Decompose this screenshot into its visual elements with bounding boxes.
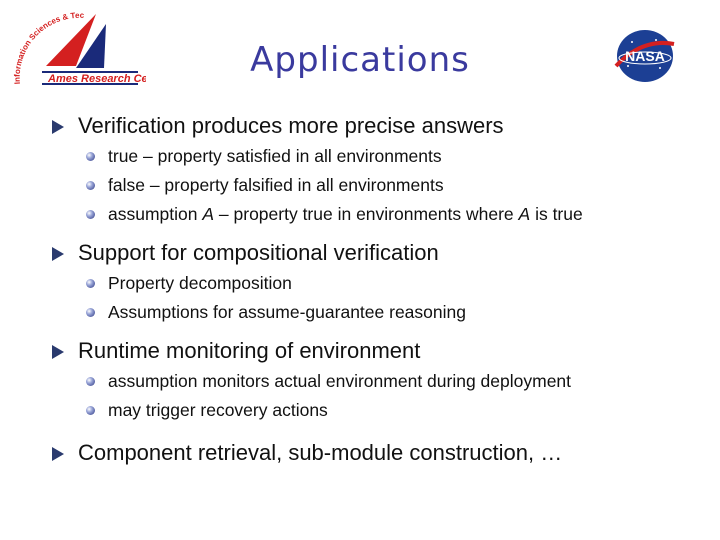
slide-title: Applications: [250, 40, 470, 80]
triangle-bullet-icon: [52, 345, 64, 359]
sub-bullet: [86, 200, 698, 229]
bullet-level1: [48, 239, 698, 267]
italic-var: A: [518, 204, 531, 224]
bullet-group: [48, 337, 698, 425]
sub-bullet-text: – property true in environments where: [214, 204, 519, 224]
nasa-logo: [612, 28, 678, 89]
sub-bullet-text: is true: [530, 204, 583, 224]
bullet-list: [48, 112, 698, 467]
bullet-level1: [48, 439, 698, 467]
triangle-bullet-icon: [52, 447, 64, 461]
dot-bullet-icon: [86, 152, 95, 161]
sub-bullet: [86, 367, 698, 396]
bullet-level1: [48, 112, 698, 140]
sub-bullet: [86, 142, 698, 171]
sub-bullet-text: false – property falsified in all environments: [108, 175, 444, 195]
sub-bullet: [86, 396, 698, 425]
dot-bullet-icon: [86, 279, 95, 288]
bullet-text: Component retrieval, sub-module construction, …: [78, 440, 563, 465]
sub-bullet-list: [86, 269, 698, 327]
dot-bullet-icon: [86, 181, 95, 190]
sub-bullet-text: Property decomposition: [108, 273, 292, 293]
bullet-group: [48, 112, 698, 229]
bullet-text: Verification produces more precise answers: [78, 113, 504, 138]
triangle-bullet-icon: [52, 120, 64, 134]
sub-bullet: [86, 269, 698, 298]
ames-name: Ames Research C: [48, 73, 142, 85]
italic-var: A: [202, 204, 215, 224]
nasa-text: NASA: [625, 48, 665, 64]
sub-bullet-text: may trigger recovery actions: [108, 400, 328, 420]
bullet-level1: [48, 337, 698, 365]
bullet-group: [48, 439, 698, 467]
sub-bullet-list: [86, 367, 698, 425]
bullet-text: Runtime monitoring of environment: [78, 338, 421, 363]
sub-bullet-text: assumption monitors actual environment during deployment: [108, 371, 572, 391]
dot-bullet-icon: [86, 377, 95, 386]
ames-arc-text: Information Sciences & Tec: [12, 10, 85, 85]
sub-bullet-text: true – property satisfied in all environments: [108, 146, 442, 166]
sub-bullet-list: [86, 142, 698, 229]
bullet-group: [48, 239, 698, 327]
sub-bullet-text: Assumptions for assume-guarantee reasoning: [108, 302, 466, 322]
dot-bullet-icon: [86, 210, 95, 219]
triangle-bullet-icon: [52, 247, 64, 261]
sub-bullet: [86, 171, 698, 200]
sub-bullet-text: assumption: [108, 204, 203, 224]
dot-bullet-icon: [86, 308, 95, 317]
dot-bullet-icon: [86, 406, 95, 415]
bullet-text: Support for compositional verification: [78, 240, 439, 265]
sub-bullet: [86, 298, 698, 327]
